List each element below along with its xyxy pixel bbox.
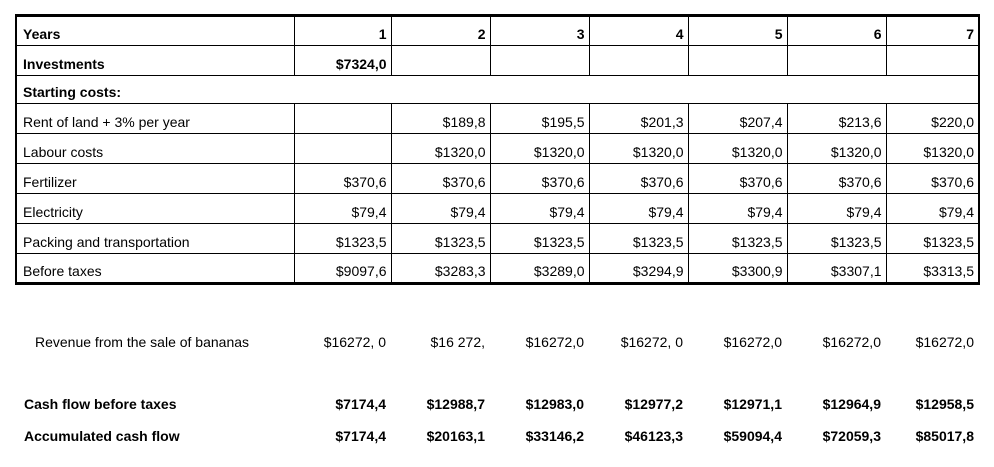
- cost-cell: [294, 104, 391, 134]
- cost-cell: $370,6: [490, 164, 589, 194]
- cost-cell: $1320,0: [886, 134, 979, 164]
- table-row: [16, 164, 979, 194]
- cost-label: Before taxes: [16, 254, 294, 284]
- revenue-cell: $16 272,: [430, 334, 485, 350]
- cash-flow-cell: $12971,1: [723, 396, 782, 412]
- cost-cell: $9097,6: [294, 254, 391, 284]
- cost-label: Packing and transportation: [16, 224, 294, 254]
- cost-cell: $1323,5: [391, 224, 490, 254]
- cost-cell: $1320,0: [589, 134, 688, 164]
- cost-cell: $370,6: [886, 164, 979, 194]
- revenue-cell: $16272,0: [723, 334, 782, 350]
- cost-cell: $370,6: [589, 164, 688, 194]
- accumulated-cell: $7174,4: [335, 428, 386, 444]
- cost-cell: $1323,5: [886, 224, 979, 254]
- investments-label: Investments: [16, 46, 294, 76]
- cash-flow-cell: $12988,7: [426, 396, 485, 412]
- cost-cell: $189,8: [391, 104, 490, 134]
- cash-flow-before-taxes-label: Cash flow before taxes: [24, 396, 177, 412]
- accumulated-cell: $20163,1: [426, 428, 485, 444]
- cost-cell: $3289,0: [490, 254, 589, 284]
- cost-cell: $201,3: [589, 104, 688, 134]
- cost-cell: $195,5: [490, 104, 589, 134]
- cost-cell: $79,4: [688, 194, 787, 224]
- cost-cell: $1323,5: [294, 224, 391, 254]
- investments-row: [16, 46, 979, 76]
- cash-flow-before-taxes-row: [15, 396, 978, 412]
- accumulated-cell: $85017,8: [915, 428, 974, 444]
- investment-cell: $7324,0: [294, 46, 391, 76]
- accumulated-cell: $59094,4: [723, 428, 782, 444]
- accumulated-cash-flow-label: Accumulated cash flow: [24, 428, 180, 444]
- accumulated-cell: $72059,3: [822, 428, 881, 444]
- cost-cell: $1323,5: [787, 224, 886, 254]
- revenue-cell: $16272, 0: [620, 334, 683, 350]
- cost-cell: $3307,1: [787, 254, 886, 284]
- cost-cell: $370,6: [391, 164, 490, 194]
- accumulated-cell: $46123,3: [624, 428, 683, 444]
- revenue-cell: $16272, 0: [323, 334, 386, 350]
- cash-flow-cell: $7174,4: [335, 396, 386, 412]
- cost-cell: $207,4: [688, 104, 787, 134]
- cost-cell: [294, 134, 391, 164]
- cost-cell: $213,6: [787, 104, 886, 134]
- years-label: Years: [16, 16, 294, 46]
- investment-cell: [688, 46, 787, 76]
- cost-label: Rent of land + 3% per year: [16, 104, 294, 134]
- revenue-label: Revenue from the sale of bananas: [35, 334, 250, 350]
- cost-cell: $1320,0: [688, 134, 787, 164]
- investment-cell: [490, 46, 589, 76]
- year-cell: 4: [589, 16, 688, 46]
- table-row: [16, 194, 979, 224]
- investment-cell: [391, 46, 490, 76]
- investment-cell: [886, 46, 979, 76]
- cash-flow-cell: $12977,2: [624, 396, 683, 412]
- years-header-row: [16, 16, 979, 46]
- table-row: [16, 104, 979, 134]
- cost-cell: $1323,5: [490, 224, 589, 254]
- starting-costs-label: Starting costs:: [16, 76, 979, 104]
- year-cell: 7: [886, 16, 979, 46]
- cost-cell: $3283,3: [391, 254, 490, 284]
- cost-table: [15, 14, 980, 285]
- year-cell: 5: [688, 16, 787, 46]
- cash-flow-cell: $12958,5: [915, 396, 974, 412]
- revenue-cell: $16272,0: [822, 334, 881, 350]
- cash-flow-cell: $12964,9: [822, 396, 881, 412]
- investment-cell: [589, 46, 688, 76]
- cost-cell: $1323,5: [589, 224, 688, 254]
- cost-cell: $3300,9: [688, 254, 787, 284]
- table-row: [16, 134, 979, 164]
- cost-cell: $370,6: [294, 164, 391, 194]
- cost-label: Electricity: [16, 194, 294, 224]
- year-cell: 1: [294, 16, 391, 46]
- cost-rows: [16, 104, 979, 284]
- accumulated-cash-flow-row: [15, 428, 978, 444]
- accumulated-cell: $33146,2: [525, 428, 584, 444]
- cost-cell: $79,4: [787, 194, 886, 224]
- cost-cell: $370,6: [688, 164, 787, 194]
- cost-cell: $1323,5: [688, 224, 787, 254]
- starting-costs-row: [16, 76, 979, 104]
- cost-cell: $79,4: [294, 194, 391, 224]
- table-row: [16, 224, 979, 254]
- cost-label: Labour costs: [16, 134, 294, 164]
- cost-cell: $79,4: [886, 194, 979, 224]
- cost-cell: $3313,5: [886, 254, 979, 284]
- cost-cell: $370,6: [787, 164, 886, 194]
- investment-cell: [787, 46, 886, 76]
- cost-cell: $79,4: [589, 194, 688, 224]
- cost-cell: $3294,9: [589, 254, 688, 284]
- cash-flow-cell: $12983,0: [525, 396, 584, 412]
- cost-cell: $220,0: [886, 104, 979, 134]
- revenue-row: [15, 334, 978, 350]
- revenue-cell: $16272,0: [525, 334, 584, 350]
- cost-cell: $1320,0: [787, 134, 886, 164]
- year-cell: 3: [490, 16, 589, 46]
- revenue-cell: $16272,0: [915, 334, 974, 350]
- cost-cell: $1320,0: [490, 134, 589, 164]
- cost-cell: $79,4: [391, 194, 490, 224]
- table-row: [16, 254, 979, 284]
- year-cell: 6: [787, 16, 886, 46]
- cost-cell: $1320,0: [391, 134, 490, 164]
- cost-cell: $79,4: [490, 194, 589, 224]
- cost-label: Fertilizer: [16, 164, 294, 194]
- year-cell: 2: [391, 16, 490, 46]
